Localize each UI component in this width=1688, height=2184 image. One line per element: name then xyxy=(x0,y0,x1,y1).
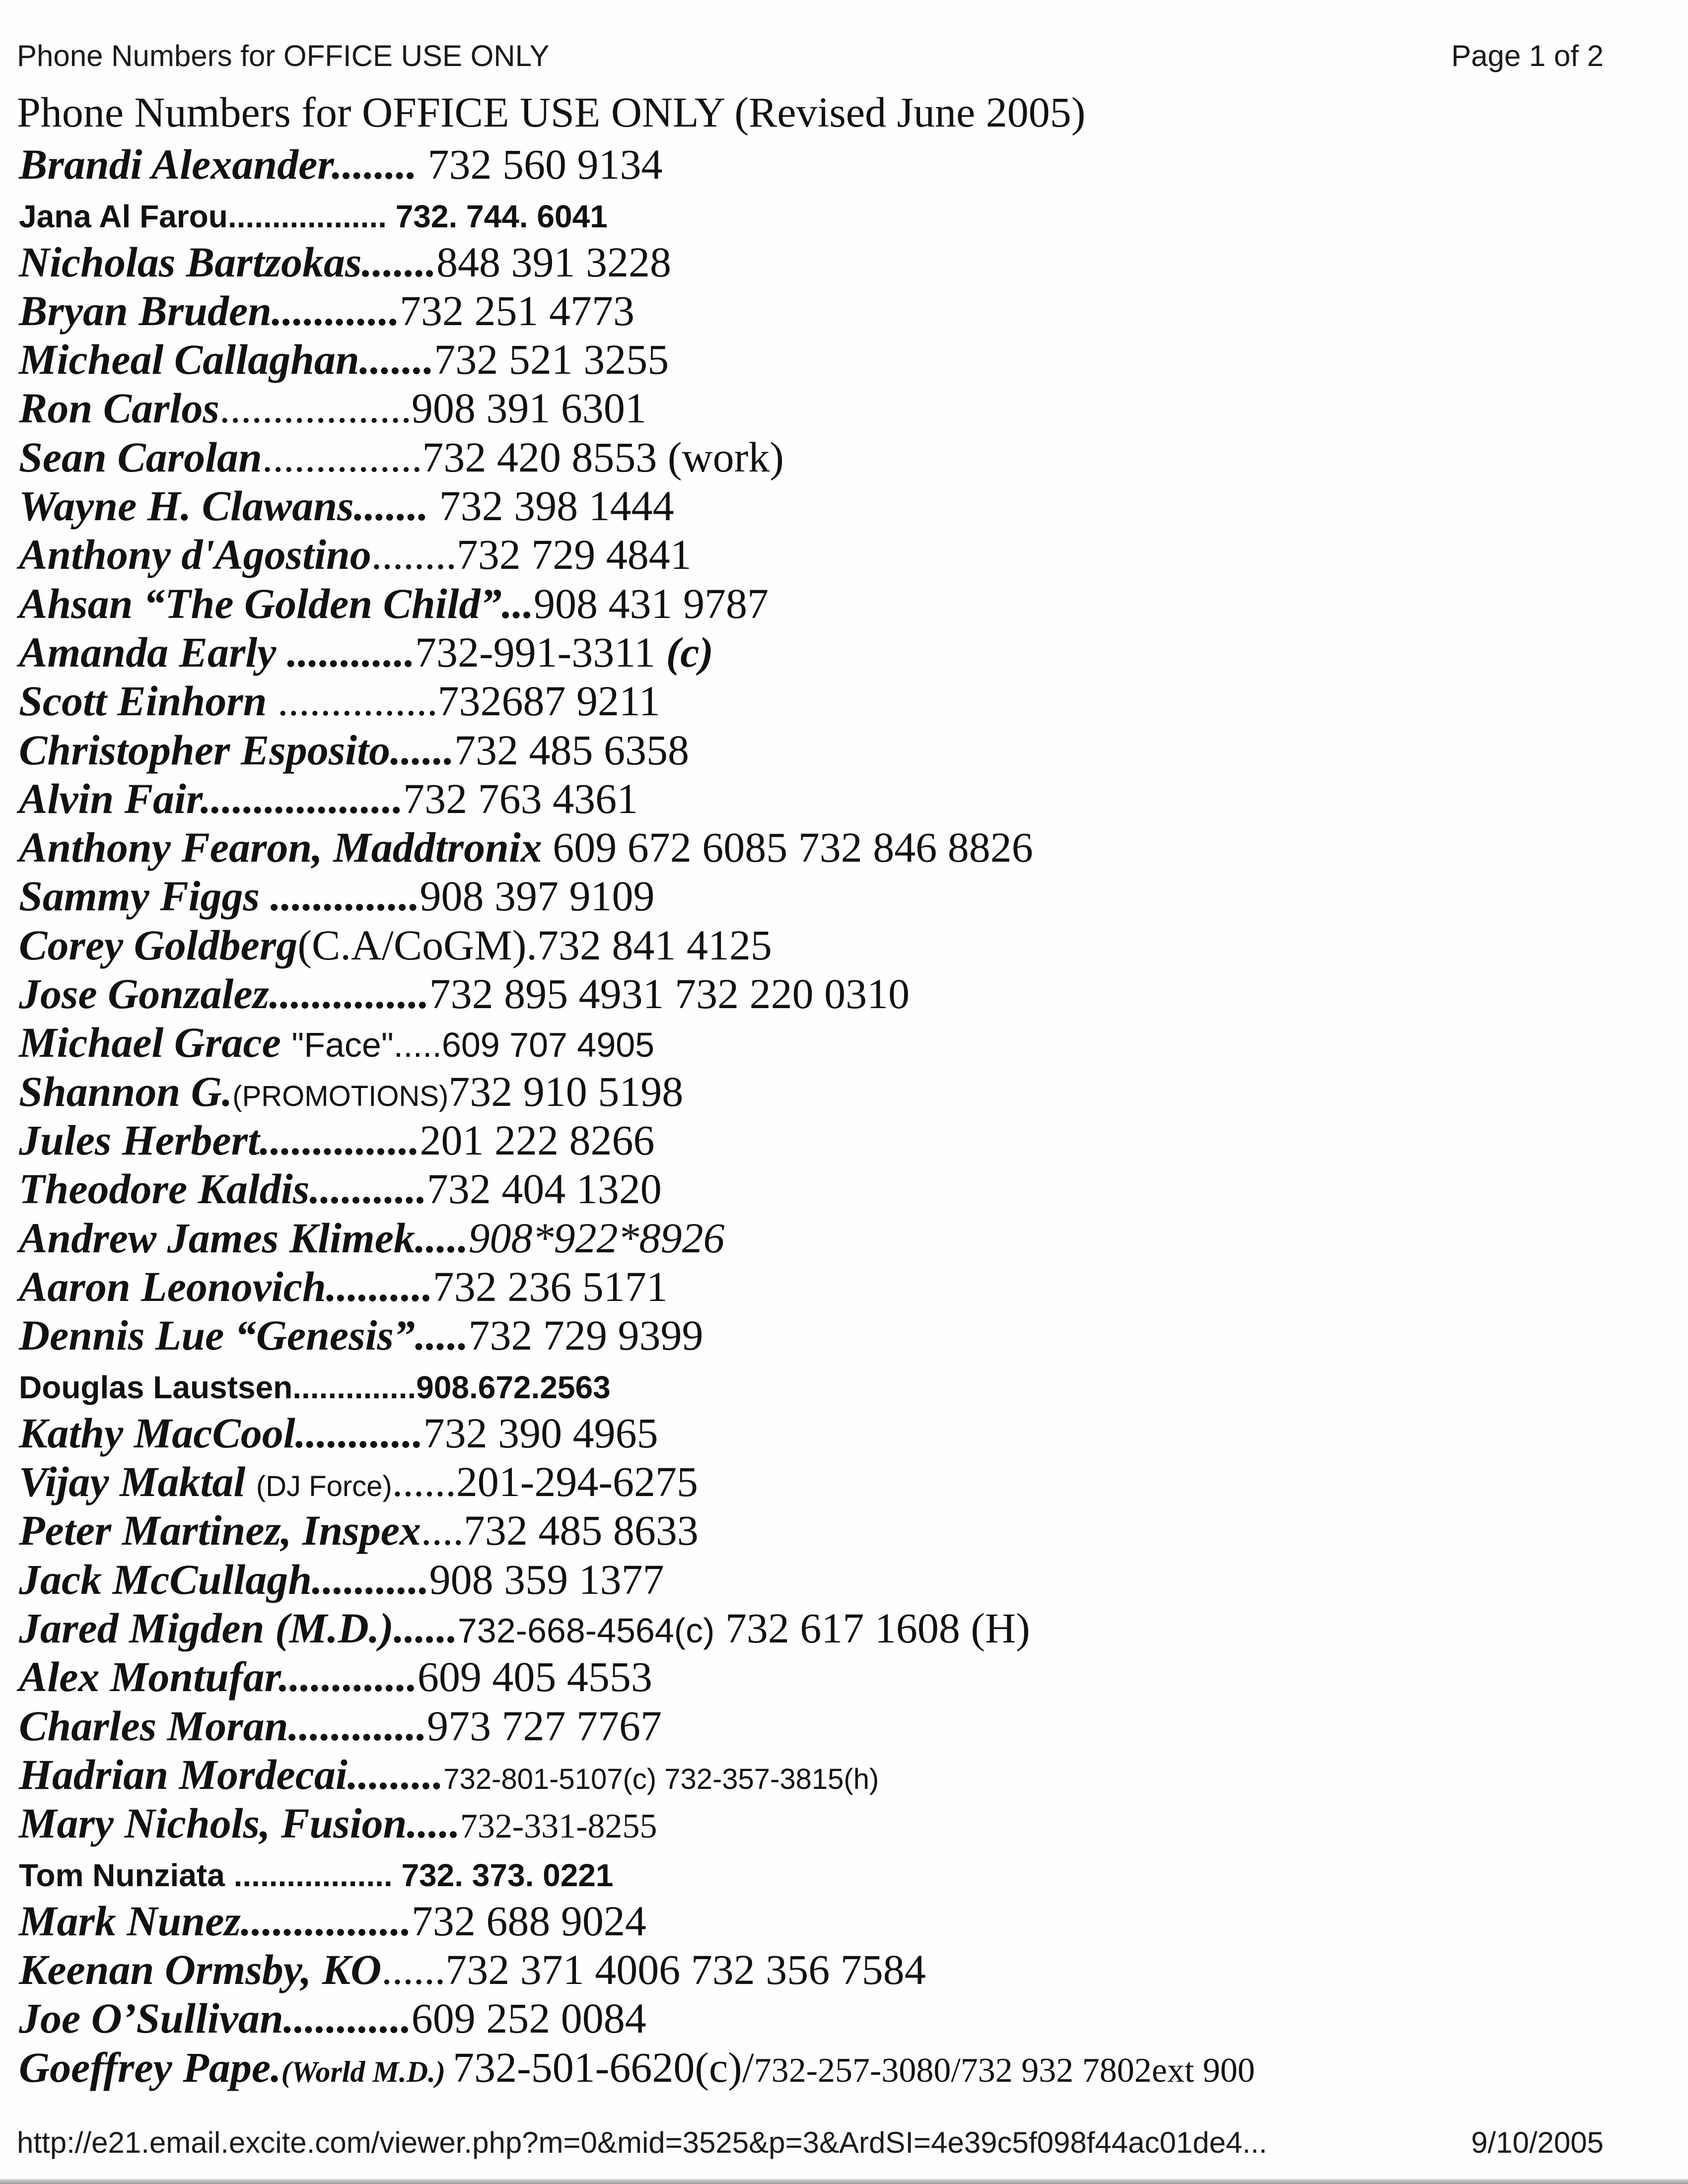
entry-phone: 732 895 4931 732 220 0310 xyxy=(429,970,910,1018)
entry-phone: ......201-294-6275 xyxy=(392,1458,699,1506)
entry-phone: 973 727 7767 xyxy=(426,1702,662,1750)
entry-phone: 732-257-3080/732 932 7802ext 900 xyxy=(754,2051,1255,2090)
directory-entry xyxy=(19,433,1608,481)
directory-entry xyxy=(19,1702,1608,1750)
directory-entry xyxy=(19,238,1608,286)
directory-entry xyxy=(19,384,1608,432)
entry-phone: 732 404 1320 xyxy=(426,1165,662,1213)
entry-name: Dennis Lue “Genesis”..... xyxy=(19,1311,469,1360)
directory-entry xyxy=(19,1018,1608,1067)
scan-edge-shadow xyxy=(0,2179,1688,2184)
entry-name: Douglas Laustsen..............908.672.2563 xyxy=(19,1369,611,1406)
entry-name: Sean Carolan xyxy=(19,433,262,481)
entry-name: Micheal Callaghan....... xyxy=(19,336,434,384)
entry-name: Anthony Fearon, Maddtronix xyxy=(19,823,553,872)
entry-name: Jared Migden (M.D.)...... xyxy=(19,1604,458,1652)
entry-phone: 732 251 4773 xyxy=(400,286,634,335)
entry-phone: 732 763 4361 xyxy=(403,774,638,822)
phone-directory-list xyxy=(19,140,1608,2092)
directory-entry xyxy=(19,1262,1608,1311)
entry-phone: (World M.D.) xyxy=(281,2055,453,2088)
entry-phone: 732 390 4965 xyxy=(423,1409,658,1457)
entry-name: Alex Montufar............. xyxy=(19,1653,418,1701)
entry-name: Andrew James Klimek..... xyxy=(19,1214,469,1262)
entry-phone: ..................908 391 6301 xyxy=(219,384,646,432)
entry-name: Charles Moran............. xyxy=(19,1702,427,1750)
directory-entry xyxy=(19,1164,1608,1213)
entry-phone: 732 521 3255 xyxy=(434,336,669,384)
entry-phone: 732-331-8255 xyxy=(460,1807,657,1846)
directory-entry xyxy=(19,1214,1608,1262)
entry-name: Hadrian Mordecai......... xyxy=(19,1750,444,1798)
directory-entry xyxy=(19,335,1608,384)
entry-name: Sammy Figgs .............. xyxy=(19,872,420,920)
document-title: Phone Numbers for OFFICE USE ONLY (Revised June 2005) xyxy=(17,88,1086,136)
entry-name: Christopher Esposito...... xyxy=(19,726,454,774)
directory-entry xyxy=(19,969,1608,1018)
entry-phone: 908 359 1377 xyxy=(429,1555,664,1603)
directory-entry xyxy=(19,774,1608,823)
entry-phone: 732-668-4564(c) xyxy=(457,1611,715,1650)
footer-date: 9/10/2005 xyxy=(1471,2126,1604,2159)
entry-phone: 732 485 6358 xyxy=(454,726,689,774)
directory-entry xyxy=(19,1799,1608,1847)
entry-name: Goeffrey Pape. xyxy=(19,2043,281,2091)
entry-name: Jose Gonzalez............... xyxy=(19,970,429,1018)
page-number: Page 1 of 2 xyxy=(1451,39,1604,72)
entry-name: Vijay Maktal xyxy=(19,1458,256,1506)
directory-entry xyxy=(19,1457,1608,1506)
entry-phone: 732 236 5171 xyxy=(432,1262,668,1310)
entry-phone: 908 431 9787 xyxy=(534,579,769,627)
entry-name: Michael Grace xyxy=(19,1019,292,1067)
directory-entry xyxy=(19,1506,1608,1555)
entry-phone: 908 397 9109 xyxy=(420,872,655,920)
entry-name: Bryan Bruden............ xyxy=(19,286,400,335)
directory-entry xyxy=(19,1067,1608,1116)
entry-name: Theodore Kaldis........... xyxy=(19,1165,427,1213)
entry-phone: 848 391 3228 xyxy=(436,238,672,286)
directory-entry xyxy=(19,872,1608,920)
entry-name: Nicholas Bartzokas....... xyxy=(19,238,437,286)
entry-name: Tom Nunziata .................. 732. 373. 0221 xyxy=(19,1857,614,1894)
entry-phone: 732 910 5198 xyxy=(448,1067,684,1115)
entry-name: Mary Nichols, Fusion..... xyxy=(19,1799,460,1847)
directory-entry xyxy=(19,1750,1608,1799)
entry-name: Brandi Alexander........ xyxy=(19,140,428,188)
entry-phone: (DJ Force) xyxy=(256,1470,392,1503)
directory-entry xyxy=(19,921,1608,969)
directory-entry xyxy=(19,530,1608,579)
directory-entry xyxy=(19,1116,1608,1164)
directory-entry xyxy=(19,1604,1608,1652)
entry-phone: 732-801-5107(c) 732-357-3815(h) xyxy=(443,1763,879,1795)
directory-entry xyxy=(19,1897,1608,1945)
directory-entry xyxy=(19,286,1608,335)
entry-phone: ...............732 420 8553 (work) xyxy=(262,433,784,481)
entry-name: Amanda Early ............ xyxy=(19,628,415,676)
entry-phone: (c) xyxy=(666,628,714,676)
entry-phone: ....732 485 8633 xyxy=(421,1506,699,1555)
entry-name: Kathy MacCool............ xyxy=(19,1409,423,1457)
directory-entry xyxy=(19,1994,1608,2043)
entry-name: Aaron Leonovich.......... xyxy=(19,1262,433,1310)
entry-phone: "Face".....609 707 4905 xyxy=(291,1025,655,1065)
entry-phone: 732 617 1608 (H) xyxy=(714,1604,1030,1652)
entry-phone: 732 560 9134 xyxy=(427,140,663,188)
entry-phone: 732-501-6620(c)/ xyxy=(453,2043,754,2091)
entry-phone: ........732 729 4841 xyxy=(371,531,692,579)
entry-name: Joe O’Sullivan............ xyxy=(19,1994,412,2043)
print-footer xyxy=(17,2125,1604,2160)
entry-phone: (C.A/CoGM).732 841 4125 xyxy=(297,921,772,969)
entry-phone: 908*922*8926 xyxy=(468,1214,725,1262)
directory-entry xyxy=(19,140,1608,189)
print-header-title: Phone Numbers for OFFICE USE ONLY xyxy=(17,39,550,72)
footer-url: http://e21.email.excite.com/viewer.php?m=0&mid=3525&p=3&ArdSI=4e39c5f098f44ac01de4... xyxy=(17,2126,1267,2159)
directory-entry xyxy=(19,481,1608,530)
directory-entry xyxy=(19,628,1608,677)
directory-entry xyxy=(19,1945,1608,1994)
entry-name: Jules Herbert............... xyxy=(19,1116,420,1164)
entry-name: Corey Goldberg xyxy=(19,921,298,969)
entry-name: Scott Einhorn xyxy=(19,677,278,725)
directory-entry xyxy=(19,677,1608,725)
entry-phone: 609 672 6085 732 846 8826 xyxy=(553,823,1033,872)
entry-phone: 732-991-3311 xyxy=(415,628,666,676)
entry-phone: 732 729 9399 xyxy=(468,1311,703,1360)
directory-entry xyxy=(19,1360,1608,1408)
directory-entry xyxy=(19,1847,1608,1896)
directory-entry xyxy=(19,823,1608,872)
directory-entry xyxy=(19,1409,1608,1457)
entry-name: Keenan Ormsby, KO xyxy=(19,1945,382,1993)
entry-phone: 609 405 4553 xyxy=(417,1653,652,1701)
entry-name: Alvin Fair................... xyxy=(19,774,404,822)
entry-name: Ahsan “The Golden Child”... xyxy=(19,579,534,627)
entry-phone: (PROMOTIONS) xyxy=(232,1080,449,1112)
entry-phone: ......732 371 4006 732 356 7584 xyxy=(381,1945,926,1993)
directory-entry xyxy=(19,579,1608,628)
directory-entry xyxy=(19,2043,1608,2092)
entry-phone: 609 252 0084 xyxy=(411,1994,646,2043)
entry-name: Jack McCullagh........... xyxy=(19,1555,429,1603)
entry-name: Mark Nunez................ xyxy=(19,1897,412,1945)
entry-name: Shannon G. xyxy=(19,1067,233,1115)
directory-entry xyxy=(19,1311,1608,1360)
entry-name: Wayne H. Clawans....... xyxy=(19,482,439,530)
directory-entry xyxy=(19,1652,1608,1701)
entry-name: Anthony d'Agostino xyxy=(19,531,371,579)
directory-entry xyxy=(19,189,1608,237)
entry-phone: 732 688 9024 xyxy=(411,1897,646,1945)
entry-name: Jana Al Farou.................. 732. 744. 6041 xyxy=(19,199,608,235)
entry-name: Ron Carlos xyxy=(19,384,219,432)
entry-phone: 201 222 8266 xyxy=(420,1116,655,1164)
entry-phone: ...............732687 9211 xyxy=(278,677,660,725)
directory-entry xyxy=(19,726,1608,774)
entry-name: Peter Martinez, Inspex xyxy=(19,1506,421,1555)
entry-phone: 732 398 1444 xyxy=(439,482,674,530)
directory-entry xyxy=(19,1555,1608,1604)
